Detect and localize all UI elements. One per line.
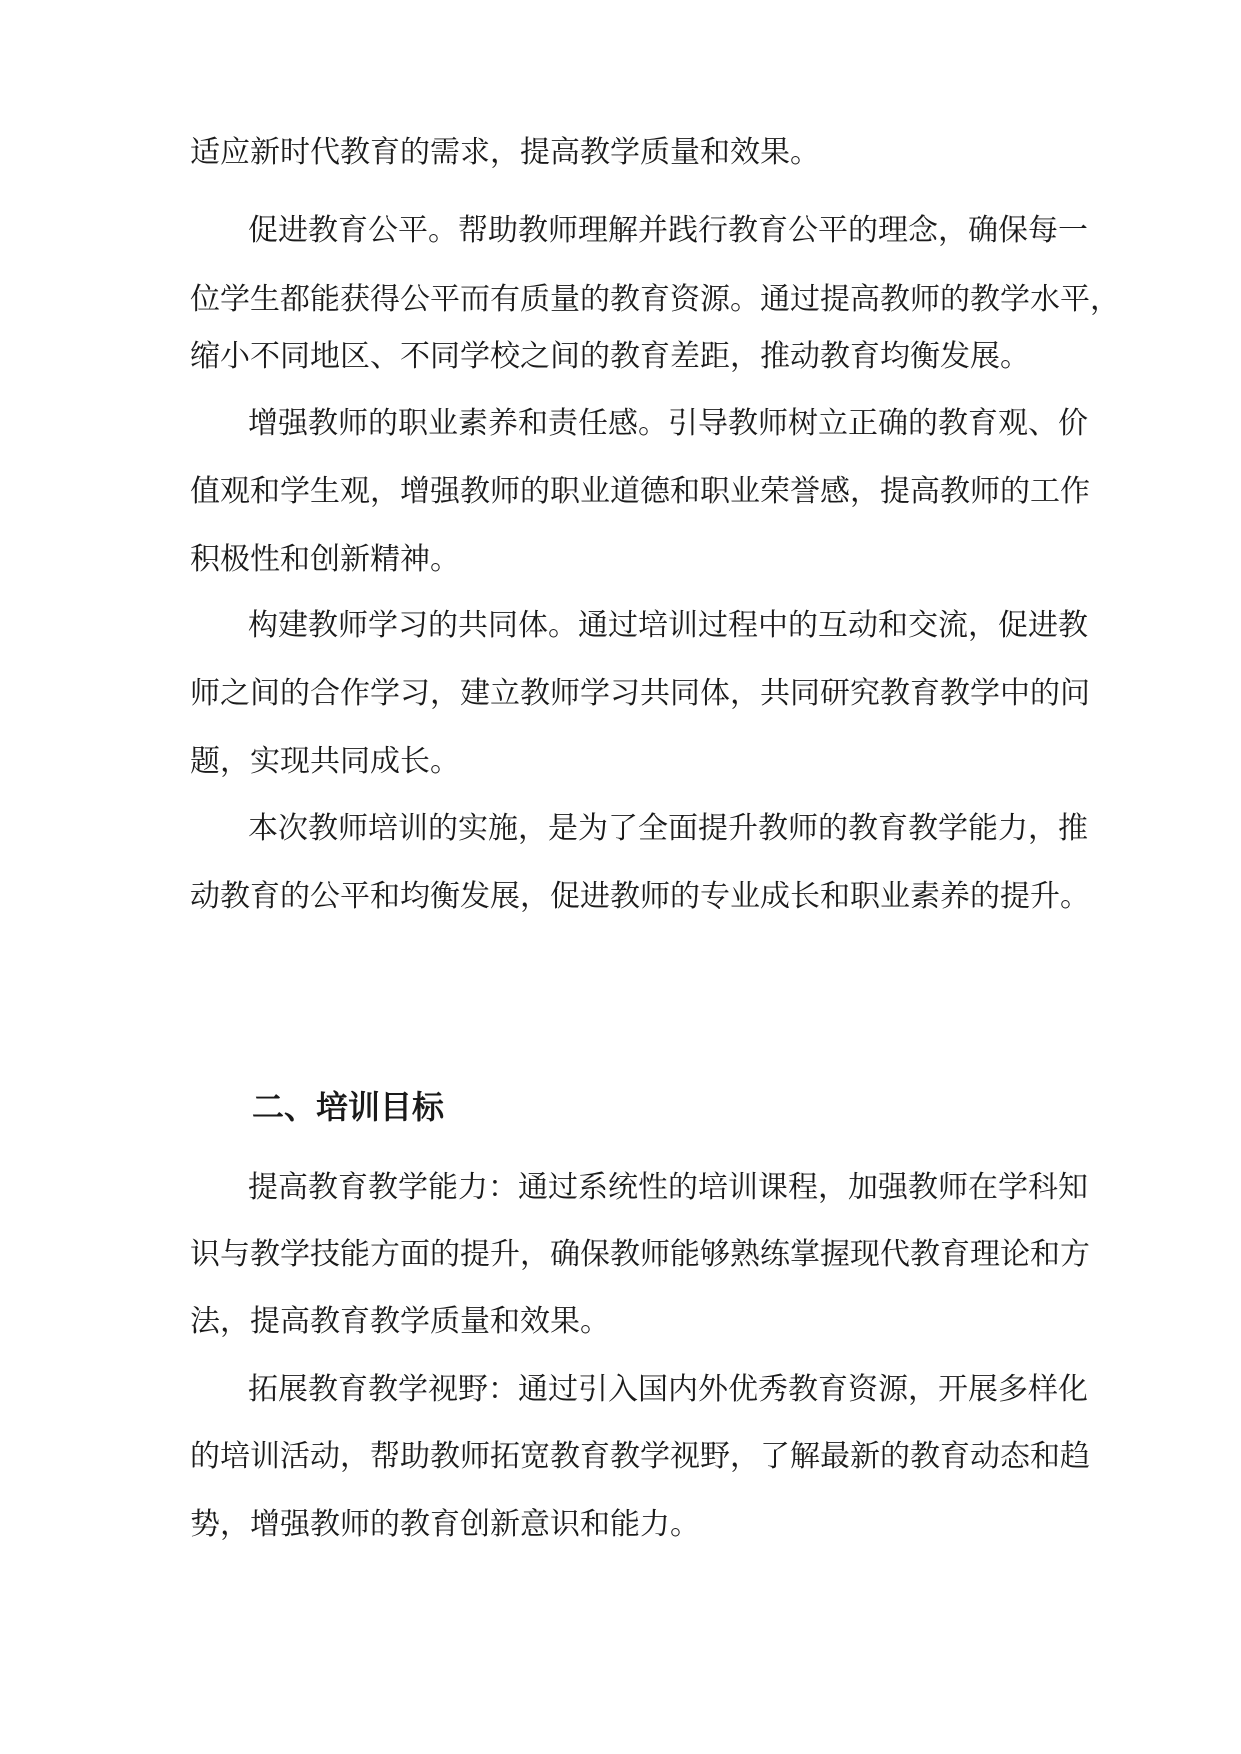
paragraph-line: 促进教育公平。帮助教师理解并践行教育公平的理念，确保每一: [248, 213, 1088, 248]
paragraph-line: 的培训活动，帮助教师拓宽教育教学视野，了解最新的教育动态和趋: [190, 1439, 1090, 1474]
paragraph-line: 题，实现共同成长。: [190, 744, 460, 779]
paragraph-line: 积极性和创新精神。: [190, 542, 460, 577]
paragraph-line: 提高教育教学能力：通过系统性的培训课程，加强教师在学科知: [248, 1170, 1088, 1205]
paragraph-line: 动教育的公平和均衡发展，促进教师的专业成长和职业素养的提升。: [190, 879, 1090, 914]
paragraph-line: 构建教师学习的共同体。通过培训过程中的互动和交流，促进教: [248, 608, 1088, 643]
paragraph-line: 增强教师的职业素养和责任感。引导教师树立正确的教育观、价: [248, 406, 1088, 441]
intro-line: 适应新时代教育的需求，提高教学质量和效果。: [190, 135, 820, 170]
paragraph-line: 势，增强教师的教育创新意识和能力。: [190, 1507, 700, 1542]
paragraph-line: 识与教学技能方面的提升，确保教师能够熟练掌握现代教育理论和方: [190, 1237, 1090, 1272]
paragraph-line: 缩小不同地区、不同学校之间的教育差距，推动教育均衡发展。: [190, 339, 1030, 374]
paragraph-line: 位学生都能获得公平而有质量的教育资源。通过提高教师的教学水平，: [190, 282, 1120, 317]
paragraph-line: 师之间的合作学习，建立教师学习共同体，共同研究教育教学中的问: [190, 676, 1090, 711]
section-heading: 二、培训目标: [252, 1088, 445, 1126]
paragraph-line: 值观和学生观，增强教师的职业道德和职业荣誉感，提高教师的工作: [190, 474, 1090, 509]
paragraph-line: 法，提高教育教学质量和效果。: [190, 1304, 610, 1339]
paragraph-line: 拓展教育教学视野：通过引入国内外优秀教育资源，开展多样化: [248, 1372, 1088, 1407]
paragraph-line: 本次教师培训的实施，是为了全面提升教师的教育教学能力，推: [248, 811, 1088, 846]
